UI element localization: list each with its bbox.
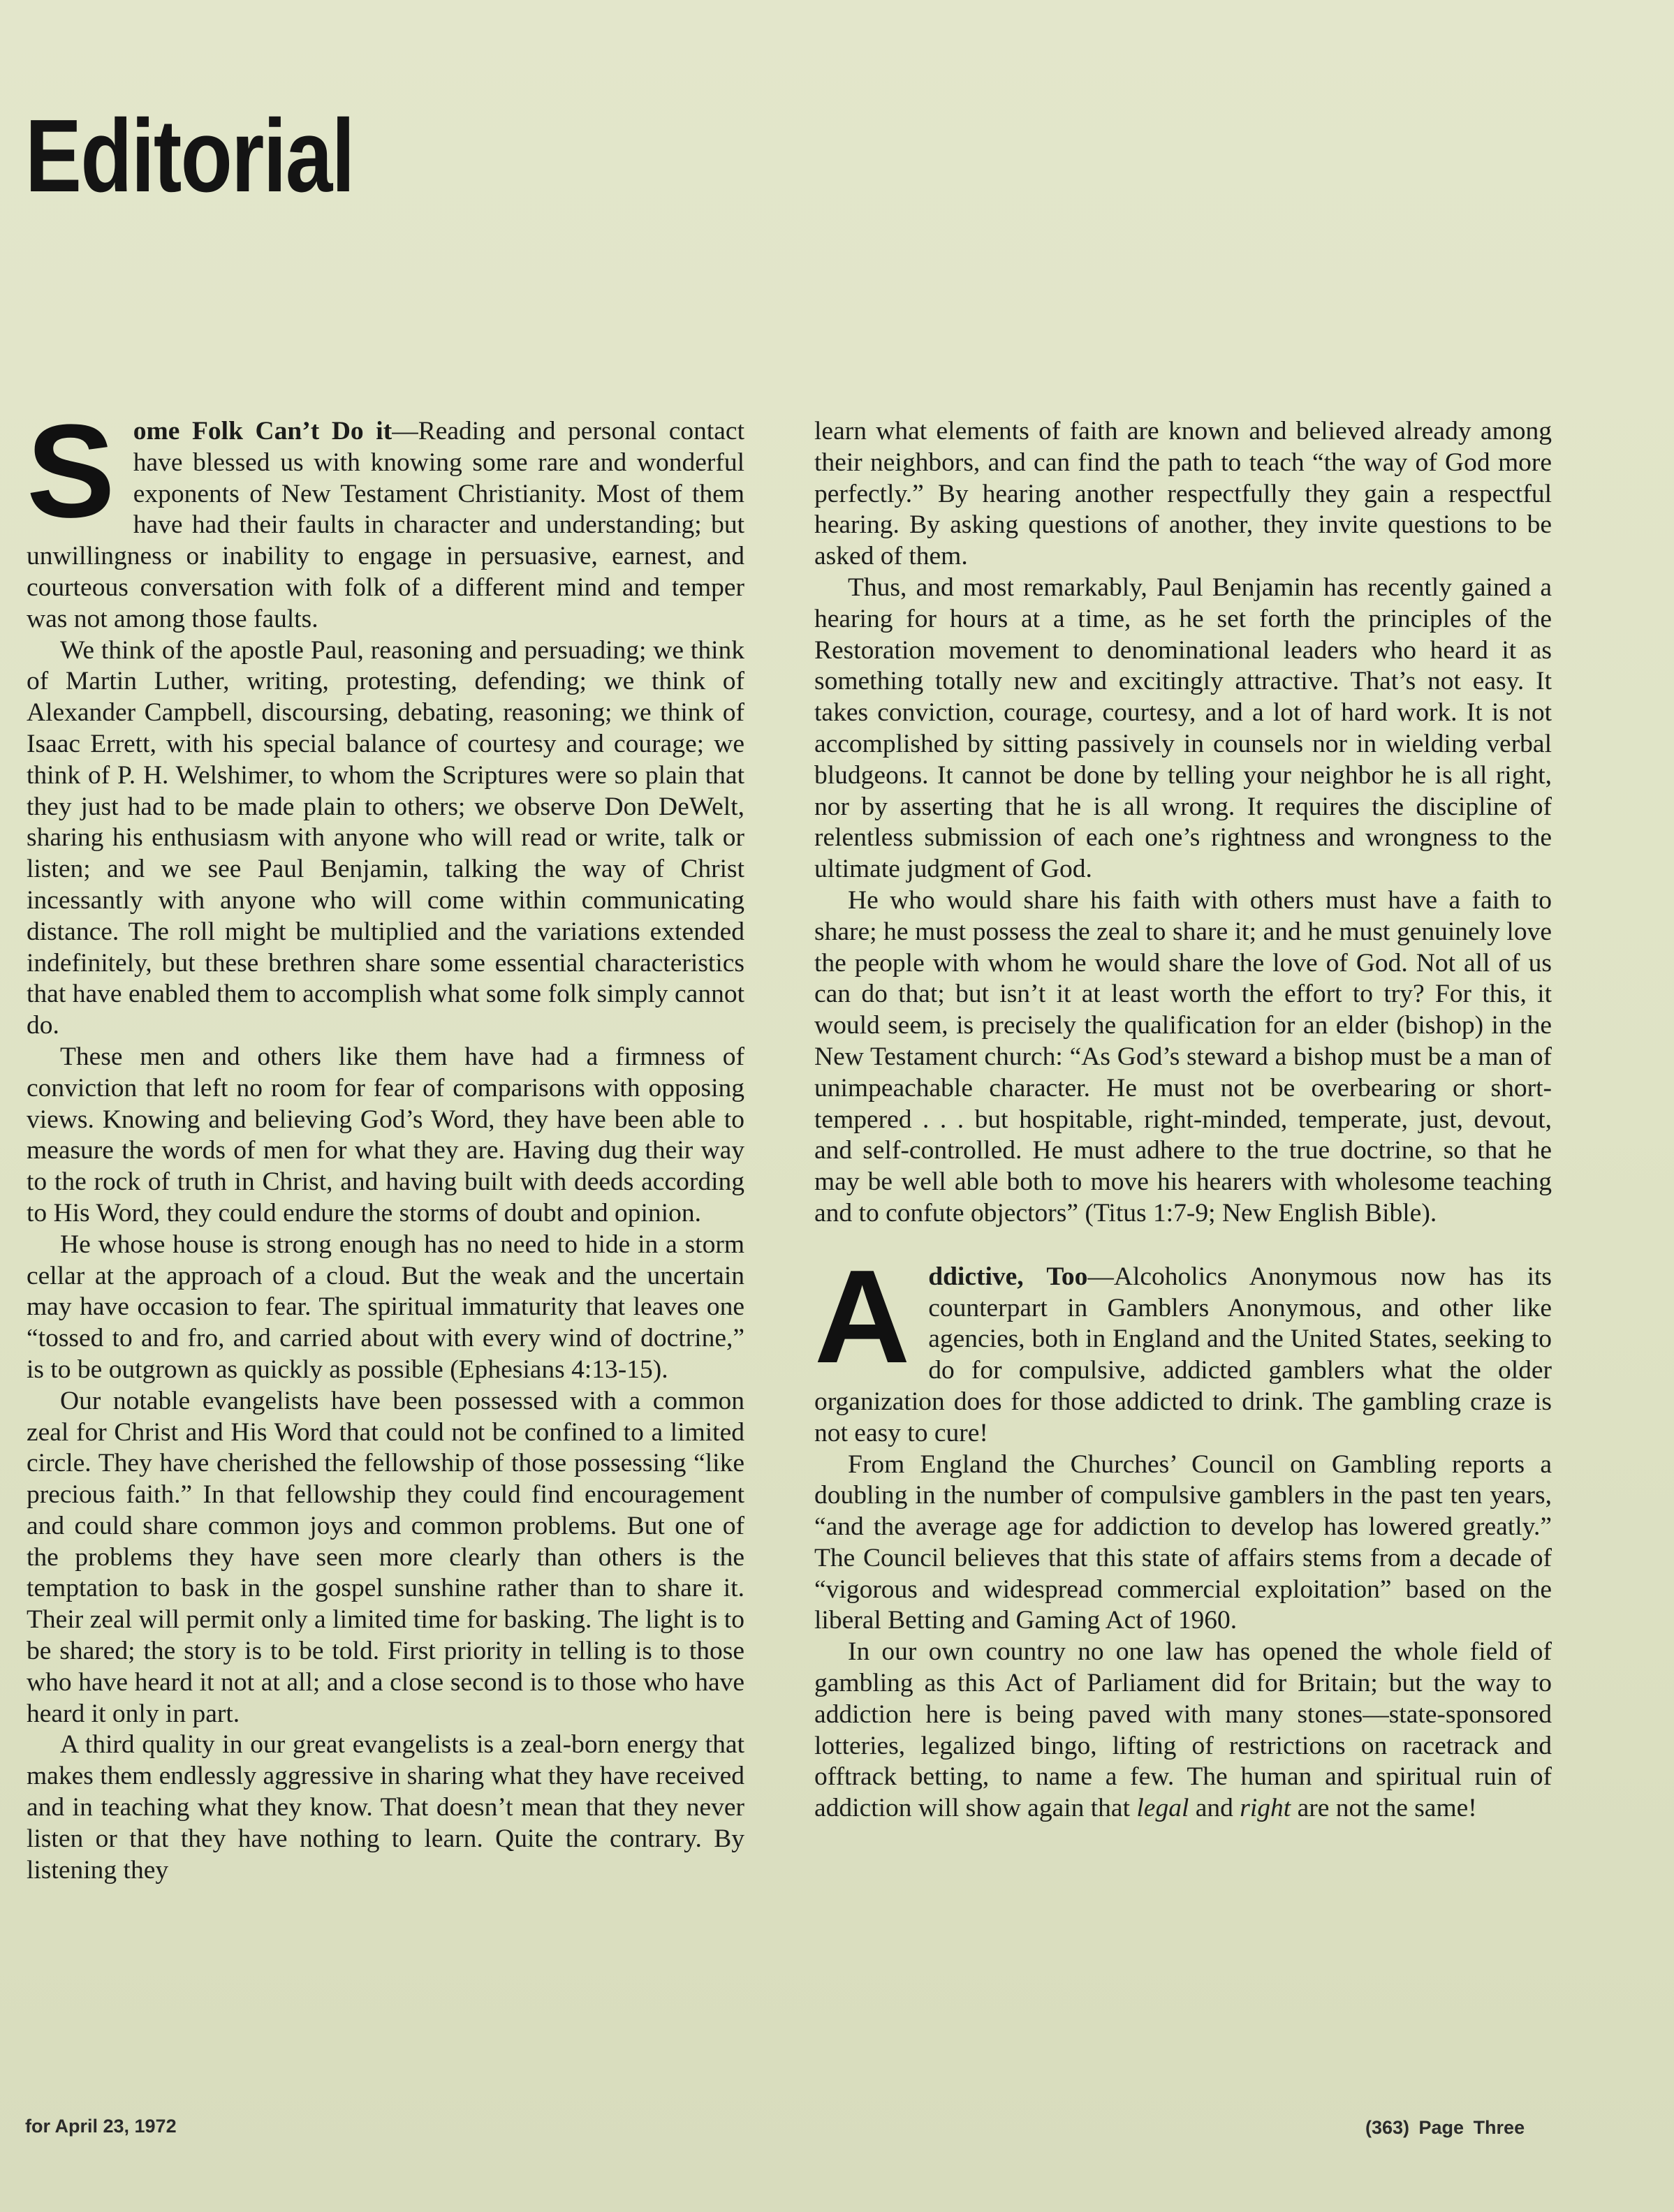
emphasis-right: right xyxy=(1240,1794,1291,1823)
section-2 xyxy=(814,1242,1552,1824)
section2-p1-text: —Alcoholics Anonymous now has its counterpart in Gamblers Anonymous, and other like agencies, both in England and the United States, seeking to do for compulsive, addicted gamblers what the older organization does for those addicted to drink. The gambling craze is not easy to cure! xyxy=(814,1262,1552,1447)
page-number-footer: (363) Page Three xyxy=(1365,2117,1525,2138)
issue-date-footer: for April 23, 1972 xyxy=(25,2116,177,2137)
right-column xyxy=(814,416,1552,1824)
emphasis-legal: legal xyxy=(1136,1794,1189,1823)
section2-p3-and: and xyxy=(1189,1794,1240,1823)
left-column xyxy=(27,397,744,1886)
section1-paragraph-1 xyxy=(27,397,744,635)
section1-paragraph-4: He whose house is strong enough has no need to hide in a storm cellar at the approach of a cloud. But the weak and the uncertain may have occasion to fear. The spiritual immaturity that leaves one “tossed to and fro, and carried about with every wind of doctrine,” is to be outgrown as quickly as possible (Ephesians 4:13-15). xyxy=(27,1230,744,1384)
section1-paragraph-6: A third quality in our great evangelists is a zeal-born energy that makes them endlessly aggressive in sharing what they have received and in teaching what they know. That doesn’t mean that they never listen or that they have nothing to learn. Quite the contrary. By listening they xyxy=(27,1730,744,1885)
dropcap-s: S xyxy=(27,397,115,545)
section1-paragraph-8: He who would share his faith with others must have a faith to share; he must possess the zeal to share it; and he must genuinely love the people with whom he would share the love of God. Not all of us can do that; but isn’t it at least worth the effort to try? For this, it would seem, is precisely the qualification for an elder (bishop) in the New Testament church: “As God’s steward a bishop must be a man of unimpeachable character. He must not be overbearing or short-tempered . . . but hospitable, right-minded, temperate, just, devout, and self-controlled. He must adhere to the true doctrine, so that he may be well able both to move his hearers with wholesome teaching and to confute objectors” (Titus 1:7-9; New English Bible). xyxy=(814,885,1552,1227)
section2-lead: ddictive, Too xyxy=(928,1262,1088,1291)
dropcap-a: A xyxy=(814,1242,911,1391)
section2-paragraph-2: From England the Churches’ Council on Gambling reports a doubling in the number of compulsive gamblers in the past ten years, “and the average age for addiction to develop has lowered greatly.” The Council believes that this state of affairs stems from a decade of “vigorous and widespread commercial exploitation” based on the liberal Betting and Gaming Act of 1960. xyxy=(814,1450,1552,1635)
section2-p3-end: are not the same! xyxy=(1291,1794,1477,1823)
section1-paragraph-3: These men and others like them have had a firmness of conviction that left no room for fear of comparisons with opposing views. Knowing and believing God’s Word, they have been able to measure the words of men for what they are. Having dug their way to the rock of truth in Christ, and having built with deeds according to His Word, they could endure the storms of doubt and opinion. xyxy=(27,1042,744,1227)
section1-paragraph-5: Our notable evangelists have been possessed with a common zeal for Christ and His Word that could not be confined to a limited circle. They have cherished the fellowship of those possessing “like precious faith.” In that fellowship they could find encouragement and could share common joys and common problems. But one of the problems they have seen more clearly than others is the temptation to bask in the gospel sunshine rather than to share it. Their zeal will permit only a limited time for basking. The light is to be shared; the story is to be told. First priority in telling is to those who have heard it not at all; and a close second is to those who have heard it only in part. xyxy=(27,1386,744,1728)
section1-paragraph-6-continued: learn what elements of faith are known and believed already among their neighbors, and can find the path to teach “the way of God more perfectly.” By hearing another respectfully they gain a respectful hearing. By asking questions of another, they invite questions to be asked of them. xyxy=(814,417,1552,571)
section1-p1-text: —Reading and personal contact have blessed us with knowing some rare and wonderful exponents of New Testament Christianity. Most of them have had their faults in character and understanding; but unwillingness or inability to engage in persuasive, earnest, and courteous conversation with folk of a different mind and temper was not among those faults. xyxy=(27,417,744,633)
section1-paragraph-7: Thus, and most remarkably, Paul Benjamin has recently gained a hearing for hours at a time, as he set forth the principles of the Restoration movement to denominational leaders who heard it as something totally new and excitingly attractive. That’s not easy. It takes conviction, courage, courtesy, and a lot of hard work. It is not accomplished by sitting passively in counsels nor in wielding verbal bludgeons. It cannot be done by telling your neighbor he is all right, nor by asserting that he is all wrong. It requires the discipline of relentless submission of each one’s rightness and wrongness to the ultimate judgment of God. xyxy=(814,573,1552,884)
section2-paragraph-1 xyxy=(814,1242,1552,1450)
section2-paragraph-3 xyxy=(814,1637,1552,1824)
editorial-heading: Editorial xyxy=(25,98,354,214)
section1-lead: ome Folk Can’t Do it xyxy=(133,417,392,445)
section2-p3-text: In our own country no one law has opened the whole field of gambling as this Act of Parliament did for Britain; but the way to addiction here is being paved with many stones—state-sponsored lotteries, legalized bingo, lifting of restrictions on racetrack and offtrack betting, to name a few. The human and spiritual ruin of addiction will show again that xyxy=(814,1637,1552,1823)
section1-paragraph-2: We think of the apostle Paul, reasoning and persuading; we think of Martin Luther, writing, protesting, defending; we think of Alexander Campbell, discoursing, debating, reasoning; we think of Isaac Errett, with his special balance of courtesy and courage; we think of P. H. Welshimer, to whom the Scriptures were so plain that they just had to be made plain to others; we observe Don DeWelt, sharing his enthusiasm with anyone who will read or write, talk or listen; and we see Paul Benjamin, talking the way of Christ incessantly with anyone who will come within communicating distance. The roll might be multiplied and the variations extended indefinitely, but these brethren share some essential characteristics that have enabled them to accomplish what some folk simply cannot do. xyxy=(27,635,744,1040)
